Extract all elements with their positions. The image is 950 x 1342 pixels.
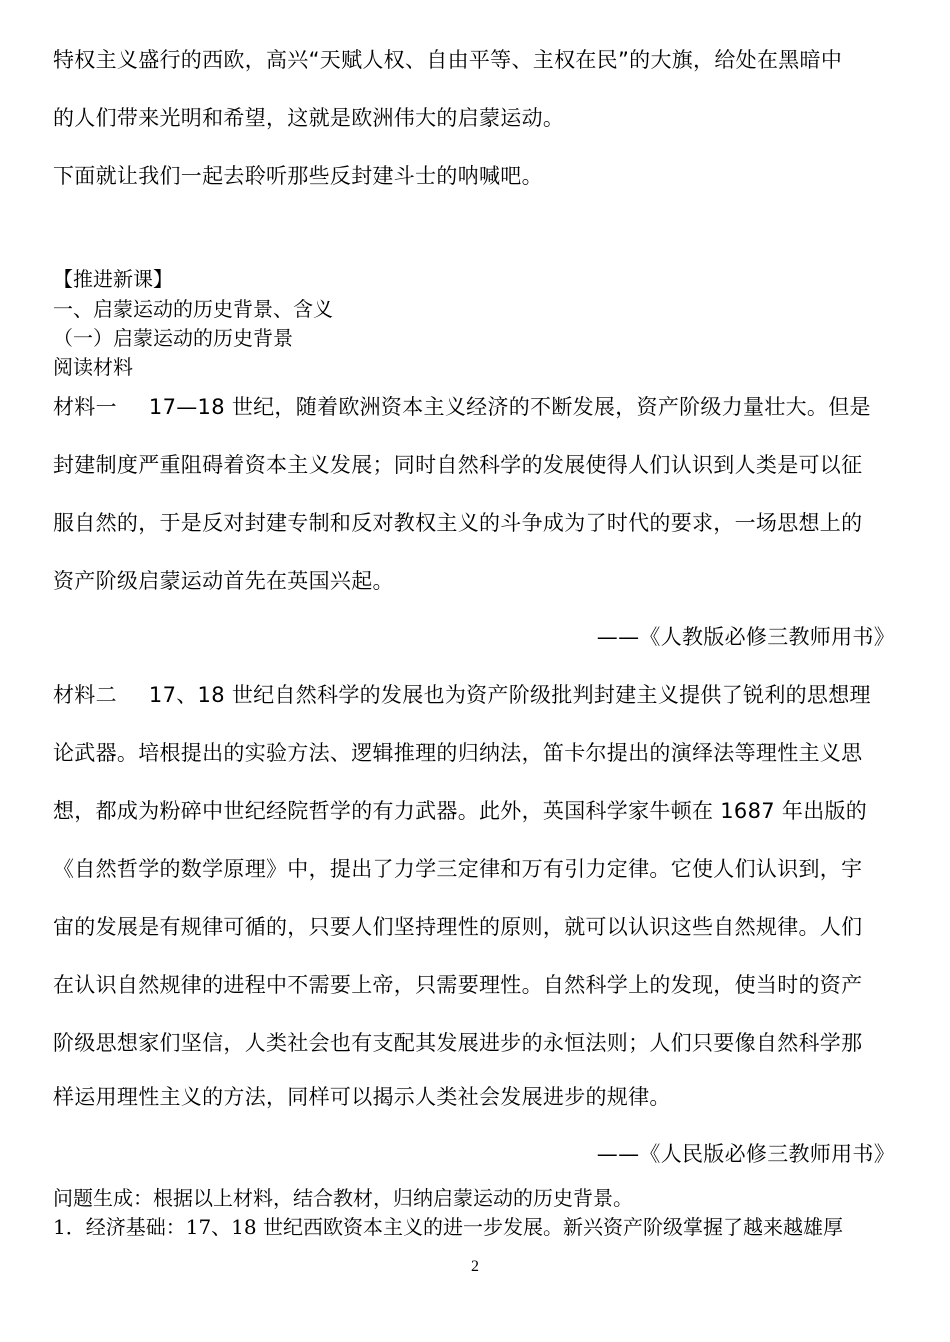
material-1-first-line (53, 391, 871, 421)
intro-line-3: 下面就让我们一起去聆听那些反封建斗士的呐喊吧。 (53, 164, 543, 188)
material-1-label: 材料一 (53, 395, 117, 419)
material-2-line-6: 在认识自然规律的进程中不需要上帝，只需要理性。自然科学上的发现，使当时的资产 (53, 973, 863, 997)
page-number: 2 (471, 1258, 479, 1275)
material-2-line-5: 宙的发展是有规律可循的，只要人们坚持理性的原则，就可以认识这些自然规律。人们 (53, 915, 863, 939)
material-2-line-7: 阶级思想家们坚信，人类社会也有支配其发展进步的永恒法则；人们只要像自然科学那 (53, 1031, 863, 1055)
material-1-line-2: 封建制度严重阻碍着资本主义发展；同时自然科学的发展使得人们认识到人类是可以征 (53, 453, 863, 477)
material-2-line-3: 想，都成为粉碎中世纪经院哲学的有力武器。此外，英国科学家牛顿在 1687 年出版的 (53, 799, 868, 823)
material-1-line-1: 17—18 世纪，随着欧洲资本主义经济的不断发展，资产阶级力量壮大。但是 (148, 395, 871, 419)
material-1-line-3: 服自然的，于是反对封建专制和反对教权主义的斗争成为了时代的要求，一场思想上的 (53, 511, 863, 535)
reading-material-label: 阅读材料 (53, 355, 133, 379)
intro-line-1: 特权主义盛行的西欧，高兴“天赋人权、自由平等、主权在民”的大旗，给处在黑暗中 (53, 48, 843, 72)
intro-line-2: 的人们带来光明和希望，这就是欧洲伟大的启蒙运动。 (53, 106, 565, 130)
material-2-first-line (53, 679, 871, 709)
material-2-line-4: 《自然哲学的数学原理》中，提出了力学三定律和万有引力定律。它使人们认识到，宇 (53, 857, 863, 881)
material-2-line-8: 样运用理性主义的方法，同样可以揭示人类社会发展进步的规律。 (53, 1085, 671, 1109)
material-2-source: ——《人民版必修三教师用书》 (596, 1142, 895, 1166)
material-2-label: 材料二 (53, 683, 117, 707)
subheading-background-meaning: 一、启蒙运动的历史背景、含义 (53, 297, 333, 321)
material-2-line-2: 论武器。培根提出的实验方法、逻辑推理的归纳法，笛卡尔提出的演绎法等理性主义思 (53, 741, 863, 765)
answer-economic-basis: 1．经济基础：17、18 世纪西欧资本主义的进一步发展。新兴资产阶级掌握了越来越雄厚 (53, 1215, 843, 1239)
subheading-historical-background: （一）启蒙运动的历史背景 (53, 326, 293, 350)
question-prompt: 问题生成：根据以上材料，结合教材，归纳启蒙运动的历史背景。 (53, 1186, 633, 1210)
section-heading: 【推进新课】 (53, 267, 173, 291)
material-2-line-1: 17、18 世纪自然科学的发展也为资产阶级批判封建主义提供了锐利的思想理 (148, 683, 871, 707)
material-1-source: ——《人教版必修三教师用书》 (596, 625, 895, 649)
material-1-line-4: 资产阶级启蒙运动首先在英国兴起。 (53, 569, 394, 593)
